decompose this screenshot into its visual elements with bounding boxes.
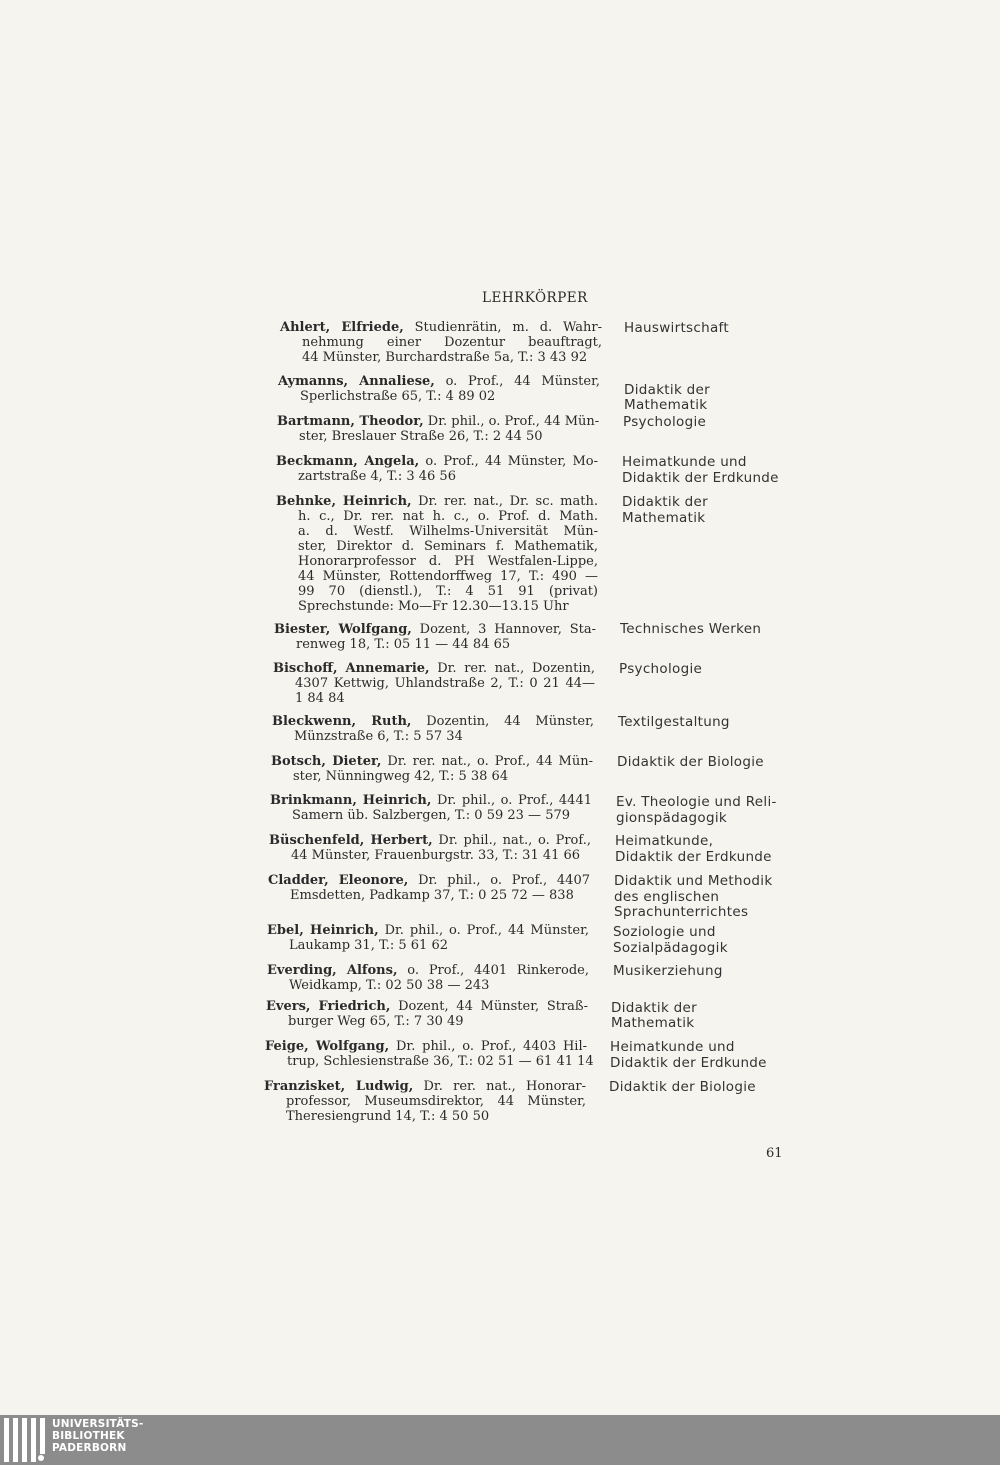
library-name xyxy=(52,1418,143,1454)
entry-details xyxy=(271,754,593,784)
person-name: Bartmann, Theodor, xyxy=(277,414,424,429)
subject-line: des englischen xyxy=(614,888,720,905)
entry-detail-line: 4307 Kettwig, Uhlandstraße 2, T.: 0 21 44— xyxy=(295,676,595,691)
entry-title-text: o. Prof., 44 Münster, Mo- xyxy=(419,454,598,469)
library-footer-bar xyxy=(0,1415,1000,1465)
entry-subject xyxy=(624,321,729,337)
entry-subject xyxy=(613,925,728,956)
entry-first-line xyxy=(278,374,600,389)
entry-title-text: Dr. phil., o. Prof., 4403 Hil- xyxy=(389,1039,588,1054)
entry-detail-line: ster, Breslauer Straße 26, T.: 2 44 50 xyxy=(299,429,543,444)
entry-title-text: Dozent, 44 Münster, Straß- xyxy=(390,999,588,1014)
entry-subject xyxy=(622,455,779,486)
entry-subject xyxy=(620,622,761,638)
entry-title-text: Dr. rer. nat., Dozentin, xyxy=(429,661,595,676)
entry-subject xyxy=(623,415,706,431)
entry-subject xyxy=(610,1040,767,1071)
library-name-line-2: BIBLIOTHEK xyxy=(52,1430,125,1442)
entry-detail-line: Sprechstunde: Mo—Fr 12.30—13.15 Uhr xyxy=(298,599,569,614)
subject-line: Didaktik der xyxy=(624,381,710,398)
entry-details xyxy=(276,454,598,484)
entry-first-line xyxy=(276,454,598,469)
entry-details xyxy=(273,661,595,706)
entry-first-line xyxy=(267,963,589,978)
person-name: Ebel, Heinrich, xyxy=(267,923,379,938)
entry-detail-line: Honorarprofessor d. PH Westfalen-Lippe, xyxy=(298,554,598,569)
entry-detail-line: Laukamp 31, T.: 5 61 62 xyxy=(289,938,448,953)
person-name: Cladder, Eleonore, xyxy=(268,873,409,888)
person-name: Franzisket, Ludwig, xyxy=(264,1079,414,1094)
subject-line: Technisches Werken xyxy=(620,621,762,637)
entry-details xyxy=(277,414,599,444)
entry-detail-line: ster, Nünningweg 42, T.: 5 38 64 xyxy=(293,769,509,784)
entry-title-text: Studienrätin, m. d. Wahr- xyxy=(403,320,602,335)
entry-title-text: Dr. phil., o. Prof., 44 Mün- xyxy=(423,414,600,429)
subject-line: Didaktik der Biologie xyxy=(609,1079,756,1095)
entry-details xyxy=(265,1039,594,1069)
entry-subject xyxy=(611,985,697,1032)
subject-line: Didaktik der Biologie xyxy=(617,754,764,770)
entry-detail-line: professor, Museumsdirektor, 44 Münster, xyxy=(286,1094,586,1109)
entry-subject xyxy=(617,755,764,771)
entry-details xyxy=(269,833,591,863)
entry-detail-line: 44 Münster, Burchardstraße 5a, T.: 3 43 92 xyxy=(302,350,588,365)
entry-detail-line: Emsdetten, Padkamp 37, T.: 0 25 72 — 838 xyxy=(290,888,574,903)
entry-details xyxy=(278,374,600,404)
entry-first-line xyxy=(268,873,590,888)
person-name: Biester, Wolfgang, xyxy=(274,622,412,637)
page-number: 61 xyxy=(766,1146,783,1161)
entry-details xyxy=(267,963,589,993)
entry-first-line xyxy=(264,1079,586,1094)
entry-subject xyxy=(614,874,772,921)
person-name: Beckmann, Angela, xyxy=(276,454,420,469)
entry-title-text: Dozent, 3 Hannover, Sta- xyxy=(411,622,596,637)
entry-subject xyxy=(622,495,708,526)
entry-subject xyxy=(609,1080,756,1096)
subject-line: Musikerziehung xyxy=(613,963,723,979)
person-name: Büschenfeld, Herbert, xyxy=(269,833,433,848)
entry-first-line xyxy=(267,923,589,938)
person-name: Behnke, Heinrich, xyxy=(276,494,412,509)
subject-line: Psychologie xyxy=(619,661,703,677)
entry-subject xyxy=(616,795,777,826)
entry-detail-line: Theresiengrund 14, T.: 4 50 50 xyxy=(286,1109,490,1124)
subject-line: Mathematik xyxy=(624,397,708,413)
subject-line: Didaktik der Erdkunde xyxy=(622,469,779,486)
entry-subject xyxy=(615,834,772,865)
person-name: Feige, Wolfgang, xyxy=(265,1039,390,1054)
entry-first-line xyxy=(280,320,602,335)
subject-line: Hauswirtschaft xyxy=(624,320,729,336)
entry-details xyxy=(274,622,596,652)
entry-title-text: Dr. phil., o. Prof., 4441 xyxy=(431,793,592,808)
person-name: Botsch, Dieter, xyxy=(271,754,382,769)
entry-details xyxy=(270,793,592,823)
entry-details xyxy=(280,320,602,365)
entry-first-line xyxy=(276,494,598,509)
subject-line: gionspädagogik xyxy=(616,809,728,826)
entry-detail-line: trup, Schlesienstraße 36, T.: 02 51 — 61 41 14 xyxy=(287,1054,594,1069)
entry-title-text: Dr. rer. nat., o. Prof., 44 Mün- xyxy=(381,754,594,769)
entry-detail-line: nehmung einer Dozentur beauftragt, xyxy=(302,335,602,350)
entry-title-text: Dr. rer. nat., Dr. sc. math. xyxy=(411,494,598,509)
entry-detail-line: burger Weg 65, T.: 7 30 49 xyxy=(288,1014,464,1029)
entry-detail-line: h. c., Dr. rer. nat h. c., o. Prof. d. Math. xyxy=(298,509,598,524)
entry-first-line xyxy=(277,414,599,429)
subject-line: Mathematik xyxy=(622,509,706,526)
person-name: Everding, Alfons, xyxy=(267,963,398,978)
subject-line: Didaktik der xyxy=(622,494,708,510)
entry-detail-line: 44 Münster, Rottendorffweg 17, T.: 490 — xyxy=(298,569,598,584)
entry-title-text: Dr. rer. nat., Honorar- xyxy=(413,1079,586,1094)
entry-detail-line: zartstraße 4, T.: 3 46 56 xyxy=(298,469,456,484)
entry-details xyxy=(276,494,598,614)
entry-first-line xyxy=(265,1039,587,1054)
subject-line: Heimatkunde und xyxy=(610,1039,735,1055)
entry-detail-line: Weidkamp, T.: 02 50 38 — 243 xyxy=(289,978,490,993)
subject-line: Psychologie xyxy=(623,414,707,430)
subject-line: Didaktik der Erdkunde xyxy=(610,1054,767,1071)
entry-detail-line: Samern üb. Salzbergen, T.: 0 59 23 — 579 xyxy=(292,808,571,823)
person-name: Bleckwenn, Ruth, xyxy=(272,714,412,729)
subject-line: Didaktik der xyxy=(611,999,697,1016)
entry-subject xyxy=(618,715,730,731)
entry-detail-line: ster, Direktor d. Seminars f. Mathematik, xyxy=(298,539,598,554)
entry-details xyxy=(272,714,594,744)
subject-line xyxy=(624,367,710,383)
entry-title-text: Dr. phil., o. Prof., 4407 xyxy=(408,873,590,888)
subject-line: Heimatkunde und xyxy=(622,454,747,470)
entry-first-line xyxy=(266,999,588,1014)
entry-details xyxy=(266,999,588,1029)
entry-subject xyxy=(619,662,702,678)
entry-detail-line: 44 Münster, Frauenburgstr. 33, T.: 31 41 66 xyxy=(291,848,581,863)
person-name: Bischoff, Annemarie, xyxy=(273,661,430,676)
subject-line xyxy=(611,985,697,1001)
subject-line: Heimatkunde, xyxy=(615,833,714,849)
person-name: Aymanns, Annaliese, xyxy=(278,374,435,389)
entry-details xyxy=(268,873,590,903)
entry-detail-line: a. d. Westf. Wilhelms-Universität Mün- xyxy=(298,524,598,539)
entry-title-text: Dozentin, 44 Münster, xyxy=(411,714,594,729)
entry-subject xyxy=(613,964,723,980)
library-name-line-3: PADERBORN xyxy=(52,1442,127,1454)
entry-detail-line: Sperlichstraße 65, T.: 4 89 02 xyxy=(300,389,496,404)
entry-detail-line: 1 84 84 xyxy=(295,691,345,706)
entry-details xyxy=(264,1079,586,1124)
entry-detail-line: renweg 18, T.: 05 11 — 44 84 65 xyxy=(296,637,511,652)
subject-line: Textilgestaltung xyxy=(618,714,730,730)
entry-detail-line: Münzstraße 6, T.: 5 57 34 xyxy=(294,729,463,744)
entry-subject xyxy=(624,367,710,414)
person-name: Brinkmann, Heinrich, xyxy=(270,793,432,808)
entry-title-text: o. Prof., 44 Münster, xyxy=(434,374,600,389)
entry-first-line xyxy=(270,793,592,808)
logo-dot-icon xyxy=(38,1455,44,1461)
person-name: Ahlert, Elfriede, xyxy=(280,320,404,335)
entry-title-text: Dr. phil., nat., o. Prof., xyxy=(432,833,591,848)
subject-line: Didaktik und Methodik xyxy=(614,873,773,889)
subject-line: Ev. Theologie und Reli- xyxy=(616,794,777,810)
entry-first-line xyxy=(272,714,594,729)
entry-detail-line: 99 70 (dienstl.), T.: 4 51 91 (privat) xyxy=(298,584,598,599)
subject-line: Soziologie und xyxy=(613,924,716,940)
subject-line: Mathematik xyxy=(611,1015,695,1031)
library-name-line-1: UNIVERSITÄTS- xyxy=(52,1418,144,1430)
entry-first-line xyxy=(274,622,596,637)
page-heading: LEHRKÖRPER xyxy=(482,290,588,306)
entry-title-text: o. Prof., 4401 Rinkerode, xyxy=(397,963,589,978)
subject-line: Sozialpädagogik xyxy=(613,939,728,956)
entry-title-text: Dr. phil., o. Prof., 44 Münster, xyxy=(378,923,589,938)
entry-first-line xyxy=(271,754,593,769)
entry-first-line xyxy=(269,833,591,848)
subject-line: Sprachunterrichtes xyxy=(614,904,749,920)
entry-first-line xyxy=(273,661,595,676)
subject-line: Didaktik der Erdkunde xyxy=(615,848,772,865)
entry-details xyxy=(267,923,589,953)
person-name: Evers, Friedrich, xyxy=(266,999,391,1014)
